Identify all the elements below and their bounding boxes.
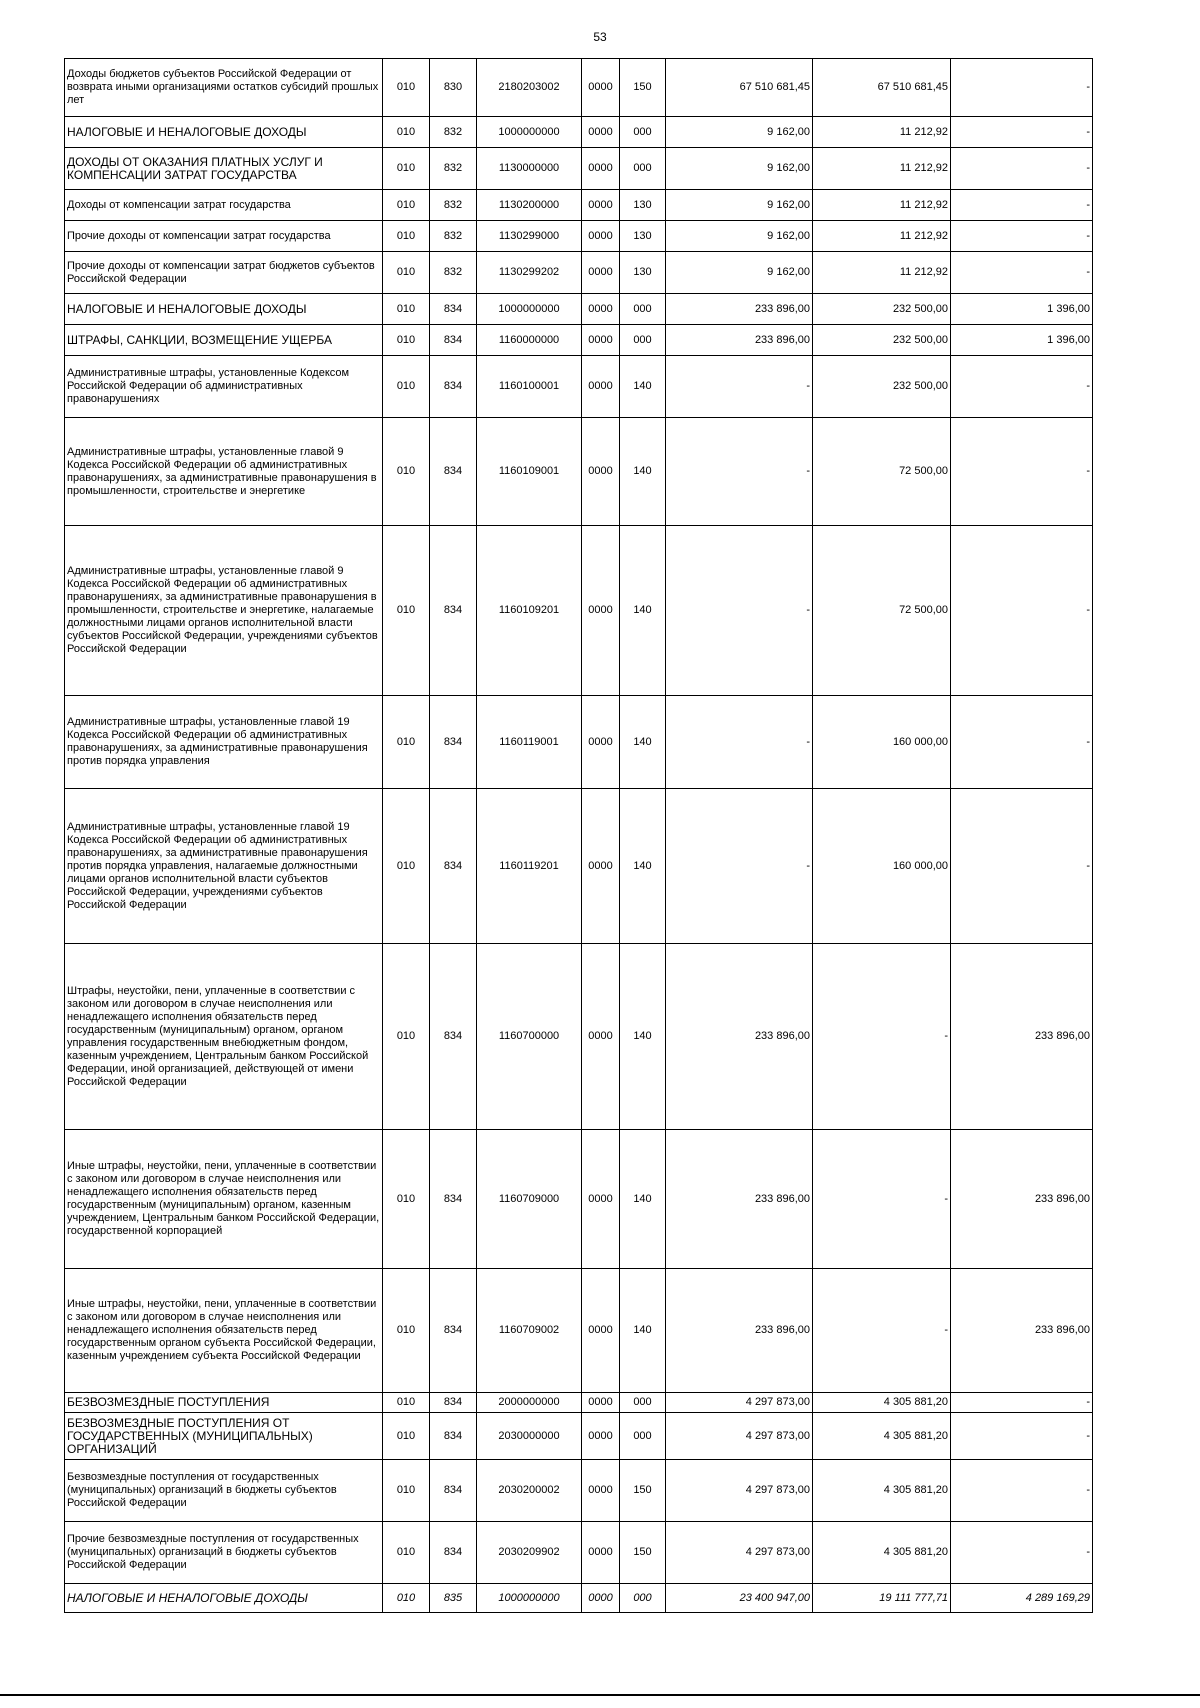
- code-chapter: 834: [430, 1130, 477, 1269]
- row-description: Административные штрафы, установленные главой 19 Кодекса Российской Федерации об административных правонарушениях, за административные правонарушения против порядка управления: [65, 696, 383, 789]
- code-subtype: 0000: [582, 356, 620, 418]
- code-subtype: 0000: [582, 252, 620, 294]
- code-subtype: 0000: [582, 418, 620, 526]
- value-executed: -: [813, 1130, 951, 1269]
- code-subtype: 0000: [582, 1269, 620, 1393]
- code-admin: 010: [383, 1130, 430, 1269]
- value-planned: -: [666, 789, 813, 944]
- code-chapter: 834: [430, 356, 477, 418]
- code-admin: 010: [383, 190, 430, 221]
- code-chapter: 832: [430, 148, 477, 190]
- code-admin: 010: [383, 1522, 430, 1584]
- code-revenue: 1160109001: [477, 418, 582, 526]
- table-row: [65, 1460, 1093, 1522]
- row-description: НАЛОГОВЫЕ И НЕНАЛОГОВЫЕ ДОХОДЫ: [65, 117, 383, 148]
- value-unexecuted: -: [951, 1393, 1093, 1413]
- value-planned: 9 162,00: [666, 117, 813, 148]
- value-planned: 4 297 873,00: [666, 1413, 813, 1460]
- table-row: [65, 944, 1093, 1130]
- code-chapter: 832: [430, 117, 477, 148]
- row-description: Административные штрафы, установленные главой 19 Кодекса Российской Федерации об административных правонарушениях, за административные правонарушения против порядка управления, налагаемые должностными лицами органов исполнительной власти субъектов Российской Федерации, учреждениями субъектов Российской Федерации: [65, 789, 383, 944]
- value-unexecuted: -: [951, 356, 1093, 418]
- code-revenue: 1160119001: [477, 696, 582, 789]
- code-subtype: 0000: [582, 1393, 620, 1413]
- table-row: [65, 526, 1093, 696]
- code-revenue: 1000000000: [477, 1584, 582, 1613]
- value-executed: 11 212,92: [813, 148, 951, 190]
- code-revenue: 2180203002: [477, 59, 582, 117]
- table-row: [65, 117, 1093, 148]
- code-subtype: 0000: [582, 944, 620, 1130]
- value-executed: -: [813, 944, 951, 1130]
- value-unexecuted: -: [951, 148, 1093, 190]
- code-admin: 010: [383, 252, 430, 294]
- value-executed: 4 305 881,20: [813, 1413, 951, 1460]
- table-row: [65, 221, 1093, 252]
- code-kosgu: 130: [620, 252, 666, 294]
- page-bottom-border: [0, 1694, 1200, 1696]
- code-revenue: 1160700000: [477, 944, 582, 1130]
- code-subtype: 0000: [582, 1413, 620, 1460]
- code-kosgu: 000: [620, 1393, 666, 1413]
- code-revenue: 1130299000: [477, 221, 582, 252]
- value-executed: 4 305 881,20: [813, 1393, 951, 1413]
- row-description: БЕЗВОЗМЕЗДНЫЕ ПОСТУПЛЕНИЯ ОТ ГОСУДАРСТВЕННЫХ (МУНИЦИПАЛЬНЫХ) ОРГАНИЗАЦИЙ: [65, 1413, 383, 1460]
- code-admin: 010: [383, 696, 430, 789]
- value-executed: 232 500,00: [813, 356, 951, 418]
- code-subtype: 0000: [582, 221, 620, 252]
- code-kosgu: 150: [620, 1460, 666, 1522]
- row-description: Доходы бюджетов субъектов Российской Федерации от возврата иными организациями остатков субсидий прошлых лет: [65, 59, 383, 117]
- code-admin: 010: [383, 117, 430, 148]
- table-row: [65, 418, 1093, 526]
- value-planned: 67 510 681,45: [666, 59, 813, 117]
- value-unexecuted: -: [951, 1522, 1093, 1584]
- value-executed: 72 500,00: [813, 526, 951, 696]
- page-number: 53: [593, 30, 607, 44]
- code-subtype: 0000: [582, 1130, 620, 1269]
- code-chapter: 834: [430, 526, 477, 696]
- code-admin: 010: [383, 1460, 430, 1522]
- code-revenue: 2000000000: [477, 1393, 582, 1413]
- value-planned: 23 400 947,00: [666, 1584, 813, 1613]
- code-chapter: 832: [430, 190, 477, 221]
- table-row: [65, 252, 1093, 294]
- value-unexecuted: 233 896,00: [951, 1269, 1093, 1393]
- table-row: [65, 696, 1093, 789]
- code-subtype: 0000: [582, 1460, 620, 1522]
- value-planned: 4 297 873,00: [666, 1393, 813, 1413]
- row-description: НАЛОГОВЫЕ И НЕНАЛОГОВЫЕ ДОХОДЫ: [65, 1584, 383, 1613]
- code-admin: 010: [383, 1393, 430, 1413]
- value-planned: 4 297 873,00: [666, 1460, 813, 1522]
- code-revenue: 2030209902: [477, 1522, 582, 1584]
- code-chapter: 830: [430, 59, 477, 117]
- code-admin: 010: [383, 59, 430, 117]
- code-admin: 010: [383, 944, 430, 1130]
- code-subtype: 0000: [582, 148, 620, 190]
- code-kosgu: 000: [620, 148, 666, 190]
- value-unexecuted: -: [951, 696, 1093, 789]
- value-planned: 9 162,00: [666, 221, 813, 252]
- code-revenue: 1000000000: [477, 117, 582, 148]
- value-unexecuted: -: [951, 59, 1093, 117]
- value-executed: 11 212,92: [813, 117, 951, 148]
- code-revenue: 1000000000: [477, 294, 582, 325]
- value-executed: 19 111 777,71: [813, 1584, 951, 1613]
- code-chapter: 834: [430, 789, 477, 944]
- row-description: Прочие доходы от компенсации затрат государства: [65, 221, 383, 252]
- value-unexecuted: -: [951, 117, 1093, 148]
- table-row: [65, 789, 1093, 944]
- code-chapter: 834: [430, 1413, 477, 1460]
- value-unexecuted: -: [951, 221, 1093, 252]
- code-chapter: 834: [430, 294, 477, 325]
- code-admin: 010: [383, 1269, 430, 1393]
- value-planned: 233 896,00: [666, 1130, 813, 1269]
- code-subtype: 0000: [582, 59, 620, 117]
- row-description: Административные штрафы, установленные главой 9 Кодекса Российской Федерации об административных правонарушениях, за административные правонарушения в промышленности, строительстве и энергетике: [65, 418, 383, 526]
- code-kosgu: 140: [620, 789, 666, 944]
- code-chapter: 834: [430, 1460, 477, 1522]
- code-kosgu: 140: [620, 418, 666, 526]
- table-row: [65, 1413, 1093, 1460]
- code-admin: 010: [383, 789, 430, 944]
- value-planned: 233 896,00: [666, 325, 813, 356]
- code-chapter: 832: [430, 252, 477, 294]
- code-revenue: 2030000000: [477, 1413, 582, 1460]
- row-description: Безвозмездные поступления от государственных (муниципальных) организаций в бюджеты субъектов Российской Федерации: [65, 1460, 383, 1522]
- value-unexecuted: -: [951, 1413, 1093, 1460]
- code-revenue: 1160709002: [477, 1269, 582, 1393]
- code-kosgu: 140: [620, 356, 666, 418]
- code-kosgu: 130: [620, 190, 666, 221]
- code-revenue: 1160119201: [477, 789, 582, 944]
- row-description: НАЛОГОВЫЕ И НЕНАЛОГОВЫЕ ДОХОДЫ: [65, 294, 383, 325]
- code-chapter: 834: [430, 1269, 477, 1393]
- code-kosgu: 140: [620, 1130, 666, 1269]
- code-kosgu: 140: [620, 696, 666, 789]
- code-subtype: 0000: [582, 1584, 620, 1613]
- code-chapter: 834: [430, 944, 477, 1130]
- code-kosgu: 150: [620, 59, 666, 117]
- code-revenue: 1160000000: [477, 325, 582, 356]
- code-subtype: 0000: [582, 294, 620, 325]
- code-kosgu: 140: [620, 1269, 666, 1393]
- value-unexecuted: 4 289 169,29: [951, 1584, 1093, 1613]
- code-kosgu: 000: [620, 117, 666, 148]
- table-body: [65, 59, 1093, 1613]
- row-description: Иные штрафы, неустойки, пени, уплаченные в соответствии с законом или договором в случае неисполнения или ненадлежащего исполнения обязательств перед государственным (муниципальным) органом, казенным учреждением, Центральным банком Российской Федерации, государственной корпорацией: [65, 1130, 383, 1269]
- code-kosgu: 130: [620, 221, 666, 252]
- value-planned: 233 896,00: [666, 1269, 813, 1393]
- table-row: [65, 325, 1093, 356]
- table-row: [65, 1269, 1093, 1393]
- code-kosgu: 000: [620, 1584, 666, 1613]
- value-unexecuted: -: [951, 1460, 1093, 1522]
- value-executed: 232 500,00: [813, 325, 951, 356]
- value-planned: -: [666, 418, 813, 526]
- table-row: [65, 59, 1093, 117]
- code-kosgu: 140: [620, 944, 666, 1130]
- code-revenue: 2030200002: [477, 1460, 582, 1522]
- value-unexecuted: -: [951, 418, 1093, 526]
- code-revenue: 1130200000: [477, 190, 582, 221]
- value-executed: 11 212,92: [813, 190, 951, 221]
- value-planned: 9 162,00: [666, 252, 813, 294]
- value-executed: 4 305 881,20: [813, 1460, 951, 1522]
- table-row: [65, 1393, 1093, 1413]
- value-unexecuted: 1 396,00: [951, 294, 1093, 325]
- value-executed: 11 212,92: [813, 252, 951, 294]
- row-description: БЕЗВОЗМЕЗДНЫЕ ПОСТУПЛЕНИЯ: [65, 1393, 383, 1413]
- value-executed: 67 510 681,45: [813, 59, 951, 117]
- row-description: Административные штрафы, установленные главой 9 Кодекса Российской Федерации об административных правонарушениях, за административные правонарушения в промышленности, строительстве и энергетике, налагаемые должностными лицами органов исполнительной власти субъектов Российской Федерации, учреждениями субъектов Российской Федерации: [65, 526, 383, 696]
- value-executed: 160 000,00: [813, 696, 951, 789]
- code-kosgu: 000: [620, 325, 666, 356]
- row-description: Прочие безвозмездные поступления от государственных (муниципальных) организаций в бюджеты субъектов Российской Федерации: [65, 1522, 383, 1584]
- code-subtype: 0000: [582, 789, 620, 944]
- code-revenue: 1160709000: [477, 1130, 582, 1269]
- value-planned: 233 896,00: [666, 294, 813, 325]
- code-chapter: 832: [430, 221, 477, 252]
- code-kosgu: 000: [620, 294, 666, 325]
- row-description: Штрафы, неустойки, пени, уплаченные в соответствии с законом или договором в случае неисполнения или ненадлежащего исполнения обязательств перед государственным (муниципальным) органом, органом управления государственным внебюджетным фондом, казенным учреждением, Центральным банком Российской Федерации, иной организацией, действующей от имени Российской Федерации: [65, 944, 383, 1130]
- code-kosgu: 150: [620, 1522, 666, 1584]
- code-admin: 010: [383, 1584, 430, 1613]
- value-executed: 160 000,00: [813, 789, 951, 944]
- code-admin: 010: [383, 325, 430, 356]
- value-planned: 233 896,00: [666, 944, 813, 1130]
- code-chapter: 834: [430, 325, 477, 356]
- row-description: Доходы от компенсации затрат государства: [65, 190, 383, 221]
- code-chapter: 834: [430, 696, 477, 789]
- code-chapter: 834: [430, 1522, 477, 1584]
- value-planned: 9 162,00: [666, 148, 813, 190]
- value-executed: 11 212,92: [813, 221, 951, 252]
- value-executed: 232 500,00: [813, 294, 951, 325]
- code-subtype: 0000: [582, 325, 620, 356]
- table-row: [65, 1130, 1093, 1269]
- row-description: Административные штрафы, установленные Кодексом Российской Федерации об административных правонарушениях: [65, 356, 383, 418]
- value-unexecuted: -: [951, 526, 1093, 696]
- code-subtype: 0000: [582, 117, 620, 148]
- table-row: [65, 190, 1093, 221]
- code-admin: 010: [383, 1413, 430, 1460]
- value-planned: -: [666, 356, 813, 418]
- value-executed: 72 500,00: [813, 418, 951, 526]
- code-admin: 010: [383, 418, 430, 526]
- row-description: ШТРАФЫ, САНКЦИИ, ВОЗМЕЩЕНИЕ УЩЕРБА: [65, 325, 383, 356]
- code-kosgu: 000: [620, 1413, 666, 1460]
- value-unexecuted: -: [951, 789, 1093, 944]
- table-row: [65, 148, 1093, 190]
- table-row: [65, 294, 1093, 325]
- code-subtype: 0000: [582, 526, 620, 696]
- value-unexecuted: 233 896,00: [951, 944, 1093, 1130]
- value-unexecuted: -: [951, 190, 1093, 221]
- code-chapter: 835: [430, 1584, 477, 1613]
- code-kosgu: 140: [620, 526, 666, 696]
- code-revenue: 1160100001: [477, 356, 582, 418]
- code-revenue: 1130000000: [477, 148, 582, 190]
- row-description: Прочие доходы от компенсации затрат бюджетов субъектов Российской Федерации: [65, 252, 383, 294]
- value-executed: -: [813, 1269, 951, 1393]
- row-description: ДОХОДЫ ОТ ОКАЗАНИЯ ПЛАТНЫХ УСЛУГ И КОМПЕНСАЦИИ ЗАТРАТ ГОСУДАРСТВА: [65, 148, 383, 190]
- code-subtype: 0000: [582, 190, 620, 221]
- code-admin: 010: [383, 294, 430, 325]
- code-chapter: 834: [430, 1393, 477, 1413]
- value-planned: -: [666, 696, 813, 789]
- code-subtype: 0000: [582, 1522, 620, 1584]
- value-unexecuted: 233 896,00: [951, 1130, 1093, 1269]
- code-admin: 010: [383, 221, 430, 252]
- code-revenue: 1160109201: [477, 526, 582, 696]
- value-executed: 4 305 881,20: [813, 1522, 951, 1584]
- value-planned: 9 162,00: [666, 190, 813, 221]
- value-unexecuted: -: [951, 252, 1093, 294]
- budget-revenue-table: [64, 58, 1093, 1613]
- table-row: [65, 1584, 1093, 1613]
- table-row: [65, 1522, 1093, 1584]
- row-description: Иные штрафы, неустойки, пени, уплаченные в соответствии с законом или договором в случае неисполнения или ненадлежащего исполнения обязательств перед государственным органом субъекта Российской Федерации, казенным учреждением субъекта Российской Федерации: [65, 1269, 383, 1393]
- code-admin: 010: [383, 526, 430, 696]
- code-revenue: 1130299202: [477, 252, 582, 294]
- value-planned: -: [666, 526, 813, 696]
- table-row: [65, 356, 1093, 418]
- value-unexecuted: 1 396,00: [951, 325, 1093, 356]
- code-admin: 010: [383, 148, 430, 190]
- code-chapter: 834: [430, 418, 477, 526]
- value-planned: 4 297 873,00: [666, 1522, 813, 1584]
- code-admin: 010: [383, 356, 430, 418]
- code-subtype: 0000: [582, 696, 620, 789]
